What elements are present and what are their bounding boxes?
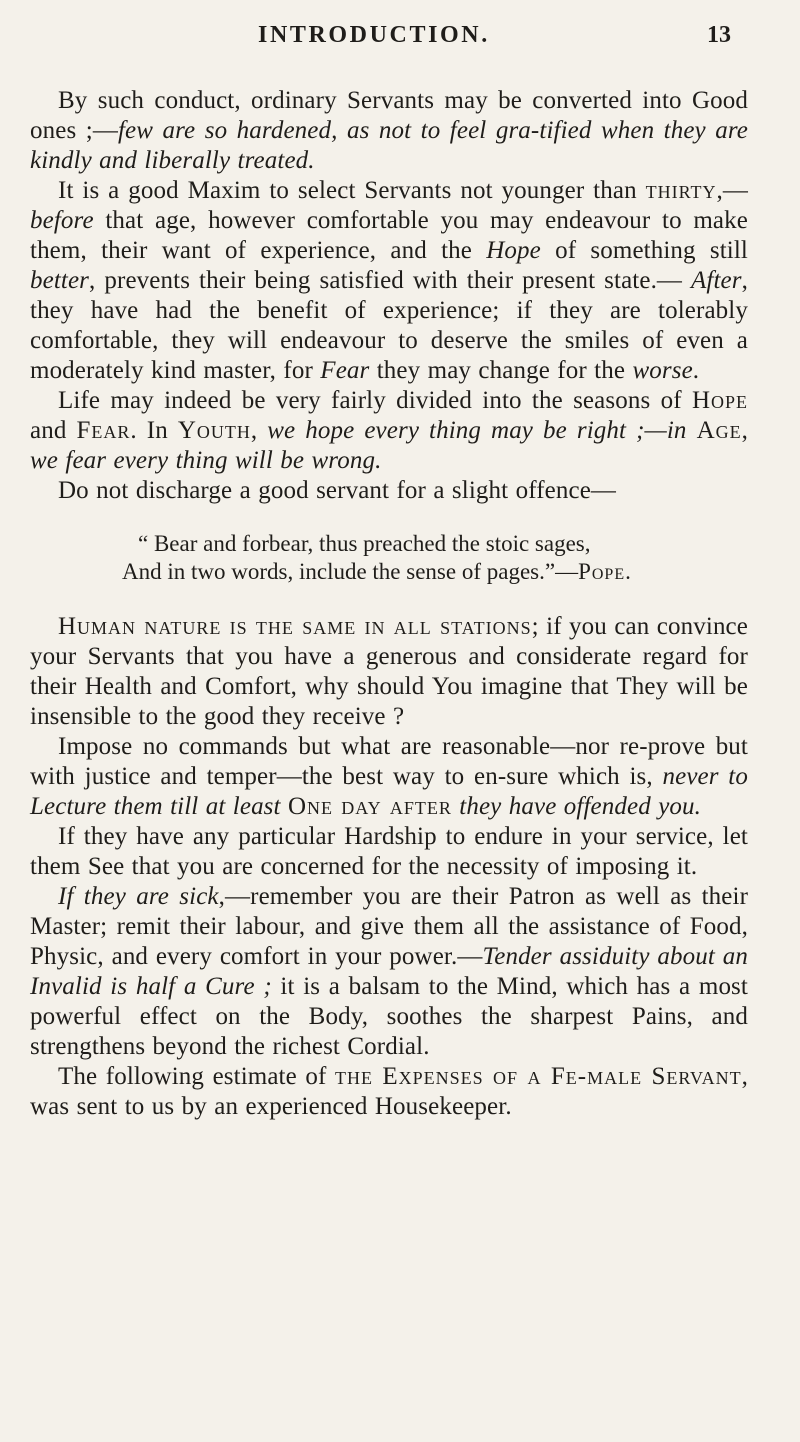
- p2-g: of something still: [540, 237, 749, 264]
- paragraph-7: If they have any particular Hardship to endure in your service, let them See that you are concerned for the necessity of imposing it.: [30, 823, 748, 880]
- p3-f: Youth: [177, 417, 251, 444]
- p2-b: thirty: [645, 177, 717, 204]
- p3-j: ,: [741, 417, 748, 444]
- p9-a: The following estimate of: [58, 1063, 335, 1090]
- quote-line-1: “ Bear and forbear, thus preached the stoic sages,: [138, 531, 591, 556]
- p8-b: ,—remember you are their Patron as well as their Master; remit their labour, and give them all the assistance of Food, Physic, and every comfort in your power.—: [30, 883, 749, 970]
- paragraph-9: [30, 1062, 748, 1122]
- running-head: [30, 22, 748, 60]
- p1-b: few are so hardened, as not to feel gra-tified when they are kindly and liberally treated.: [30, 117, 748, 174]
- p3-a: Life may indeed be very fairly divided into the seasons of: [58, 387, 692, 414]
- p2-l: Fear: [320, 357, 370, 384]
- p2-m: they may change for the: [369, 357, 633, 384]
- p3-c: and: [30, 417, 77, 444]
- p6-a: Impose no commands but what are reasonable—nor re-prove but with justice and temper—the best way to en-sure which is,: [30, 733, 748, 790]
- p2-j: After: [691, 267, 742, 294]
- p2-c: ,—: [716, 177, 748, 204]
- paragraph-3: [30, 386, 748, 476]
- paragraph-5: [30, 612, 748, 732]
- p2-e: that age, however comfortable you may endeavour to make them, their want of experience, and the: [30, 207, 748, 264]
- p5-b: ; if you can convince your Servants that you have a generous and considerate regard for their Health and Comfort, why should You imagine that They will be insensible to the good they receive ?: [30, 613, 748, 730]
- paragraph-1: [30, 86, 748, 176]
- p3-h: we hope every thing may be right ;—in: [267, 417, 697, 444]
- p2-d: before: [30, 207, 94, 234]
- p2-n: worse: [632, 357, 693, 384]
- pope-quote: [122, 530, 748, 586]
- p2-o: .: [692, 357, 700, 384]
- p3-k: we fear every thing will be wrong.: [30, 447, 382, 474]
- p6-c: One day after: [287, 793, 452, 820]
- p8-a: If they are sick: [58, 883, 219, 910]
- running-title: INTRODUCTION.: [258, 22, 490, 48]
- p2-a: It is a good Maxim to select Servants not younger than: [58, 177, 646, 204]
- p3-g: ,: [250, 417, 268, 444]
- quote-author: Pope.: [578, 559, 632, 584]
- p2-i: , prevents their being satisfied with their present state.—: [89, 267, 692, 294]
- p8-c: Tender assiduity about an Invalid is half a Cure ;: [30, 943, 749, 1000]
- p5-a: Human nature is the same in all stations: [58, 613, 532, 640]
- p3-i: Age: [696, 417, 742, 444]
- p1-a: By such conduct, ordinary Servants may be converted into Good ones ;—: [30, 87, 748, 144]
- p8-d: it is a balsam to the Mind, which has a most powerful effect on the Body, soothes the sharpest Pains, and strengthens beyond the richest Cordial.: [30, 973, 748, 1060]
- p2-k: , they have had the benefit of experience; if they are tolerably comfortable, they will endeavour to deserve the smiles of even a moderately kind master, for: [30, 267, 748, 384]
- paragraph-8: [30, 882, 748, 1062]
- quote-line-2-text: And in two words, include the sense of pages.”—: [122, 559, 579, 584]
- paragraph-6: [30, 732, 748, 822]
- p9-b: the Expenses of a Fe-male Servant: [334, 1063, 742, 1090]
- paragraph-4: Do not discharge a good servant for a slight offence—: [58, 477, 617, 504]
- p3-e: . In: [130, 417, 178, 444]
- page-body: [30, 86, 748, 1122]
- p6-d: they have offended you.: [451, 793, 702, 820]
- page-number: 13: [707, 22, 731, 48]
- quote-line-2: [122, 558, 748, 586]
- p6-b: never to Lecture them till at least: [30, 763, 748, 820]
- paragraph-2: [30, 176, 748, 386]
- p3-d: Fear: [76, 417, 131, 444]
- p2-f: Hope: [486, 237, 541, 264]
- p2-h: better: [30, 267, 90, 294]
- p3-b: Hope: [691, 387, 748, 414]
- p9-c: , was sent to us by an experienced Housekeeper.: [30, 1063, 748, 1120]
